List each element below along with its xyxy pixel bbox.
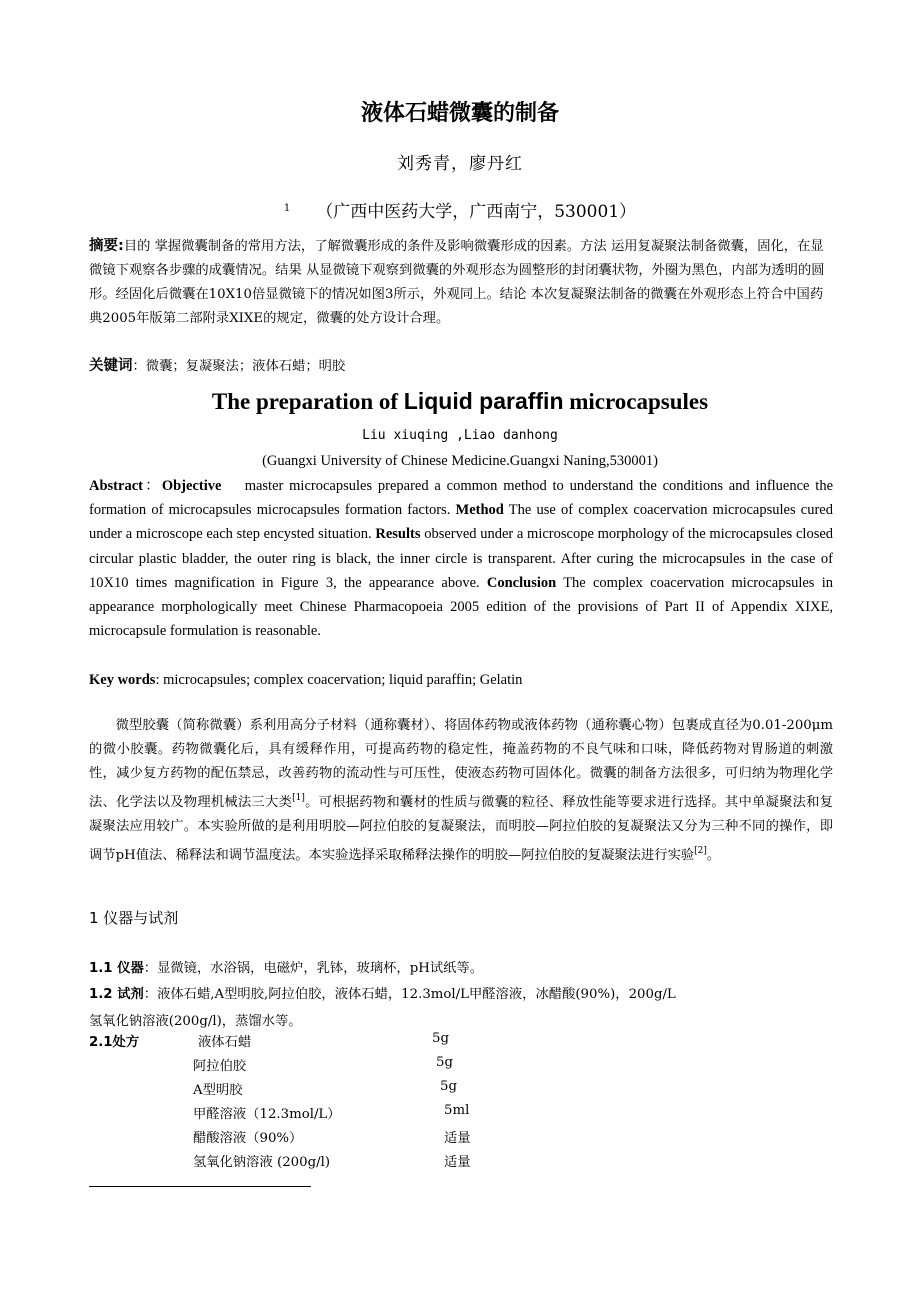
- reagents-line: [89, 983, 676, 1002]
- abstract-label-en: Abstract: [89, 478, 143, 494]
- keywords-label-en: Key words: [89, 672, 156, 688]
- keywords-colon-cn: ：: [132, 359, 146, 374]
- abstract-label-cn: 摘要:: [89, 238, 124, 254]
- english-title-part2: Liquid paraffin: [403, 388, 564, 414]
- citation-1: [1]: [292, 793, 305, 803]
- english-title-part1: The preparation of: [211, 389, 404, 414]
- english-keywords: [89, 668, 833, 692]
- prescription-item-qty: 5g: [440, 1079, 457, 1094]
- chinese-authors: 刘秀青，廖丹红: [397, 154, 523, 174]
- keywords-text-en: : microcapsules; complex coacervation; liquid paraffin; Gelatin: [155, 672, 523, 688]
- objective-label: Objective: [161, 478, 222, 494]
- reagents-label: 1.2 试剂: [89, 987, 144, 1002]
- prescription-item-name: 醋酸溶液（90%）: [193, 1131, 303, 1146]
- method-text: The use of complex coacervation microcapsules cured under a microscope each step encysted situation.: [89, 502, 833, 543]
- intro-text-3: 。: [706, 848, 721, 863]
- prescription-label: [89, 1031, 139, 1050]
- instruments-line: [89, 957, 483, 976]
- keywords-label-cn: 关键词: [89, 358, 133, 374]
- chinese-keywords: [89, 354, 833, 379]
- reagents-line-cont: 氢氧化钠溶液(200g/l)，蒸馏水等。: [89, 1014, 302, 1029]
- english-affiliation: (Guangxi University of Chinese Medicine.Guangxi Naning,530001): [262, 453, 658, 469]
- instruments-text: ：显微镜，水浴锅，电磁炉，乳钵，玻璃杯，pH试纸等。: [143, 961, 484, 976]
- intro-text-1: 微型胶囊（简称微囊）系利用高分子材料（通称囊材）、将固体药物或液体药物（通称囊心物）包裹成直径为0.01-200μm的微小胶囊。药物微囊化后，具有缓释作用，可提高药物的稳定性，掩盖药物的不良气味和口味，降低药物对胃肠道的刺激性，减少复方药物的配伍禁忌，改善药物的流动性与可压性，使液态药物可固体化。微囊的制备方法很多，可归纳为物理化学法、化学法以及物理机械法三大类: [89, 718, 833, 810]
- objective-text: master microcapsules prepared a common method to understand the conditions and influence the formation of microcapsules microcapsules formation factors.: [89, 478, 834, 519]
- prescription-item-qty: 适量: [444, 1131, 471, 1146]
- prescription-item-name: 氢氧化钠溶液 (200g/l): [193, 1155, 331, 1170]
- affiliation-text: （广西中医药大学，广西南宁，530001）: [316, 202, 637, 222]
- keywords-text-cn: 微囊；复凝聚法；液体石蜡；明胶: [145, 359, 346, 374]
- prescription-label-text: 2.1处方: [89, 1035, 140, 1050]
- affiliation-mark: 1: [283, 203, 291, 214]
- english-title-part3: microcapsules: [563, 389, 709, 414]
- conclusion-label: Conclusion: [486, 574, 557, 591]
- abstract-colon-en: ：: [142, 478, 162, 494]
- prescription-item-name: 甲醛溶液（12.3mol/L）: [193, 1107, 341, 1122]
- prescription-item-qty: 适量: [444, 1155, 471, 1170]
- footnote-rule: [89, 1186, 311, 1187]
- english-abstract: [89, 474, 833, 643]
- section-heading-1: 1 仪器与试剂: [89, 909, 179, 927]
- results-label: Results: [375, 526, 421, 543]
- chinese-affiliation: [0, 197, 920, 222]
- prescription-item-qty: 5g: [436, 1055, 453, 1070]
- reagents-text: ：液体石蜡,A型明胶,阿拉伯胶，液体石蜡，12.3mol/L甲醛溶液，冰醋酸(90%)，200g/L: [143, 987, 676, 1002]
- chinese-title: 液体石蜡微囊的制备: [360, 101, 559, 126]
- abstract-text-cn: 目的 掌握微囊制备的常用方法，了解微囊形成的条件及影响微囊形成的因素。方法 运用复凝聚法制备微囊，固化，在显微镜下观察各步骤的成囊情况。结果 从显微镜下观察到微囊的外观形态为圆整形的封闭囊状物，外圈为黑色，内部为透明的圆形。经固化后微囊在10X10倍显微镜下的情况如图3所示，外观同上。结论 本次复凝聚法制备的微囊在外观形态上符合中国药典2005年版第二部附录XIXE的规定，微囊的处方设计合理。: [89, 239, 825, 326]
- method-label: Method: [455, 502, 504, 519]
- introduction-paragraph: [89, 714, 833, 868]
- prescription-item-qty: 5ml: [444, 1103, 470, 1118]
- intro-text-2: 。可根据药物和囊材的性质与微囊的粒径、释放性能等要求进行选择。其中单凝聚法和复凝聚法应用较广。本实验所做的是利用明胶—阿拉伯胶的复凝聚法，而明胶—阿拉伯胶的复凝聚法又分为三种不同的操作，即调节pH值法、稀释法和调节温度法。本实验选择采取稀释法操作的明胶—阿拉伯胶的复凝聚法进行实验: [89, 795, 833, 863]
- results-text: observed under a microscope morphology of the microcapsules closed circular plastic bladder, the outer ring is black, the inner circle is transparent. After curing the microcapsules in the case of 10X10 times magnification in Figure 3, the appearance above.: [89, 526, 834, 591]
- chinese-abstract: [89, 234, 833, 331]
- conclusion-text: The complex coacervation microcapsules in appearance morphologically meet Chinese Pharmacopoeia 2005 edition of the provisions of Part II of Appendix XIXE, microcapsule formulation is reasonable.: [89, 574, 833, 640]
- english-title: [0, 388, 920, 415]
- prescription-item-qty: 5g: [432, 1031, 449, 1046]
- prescription-item-name: 液体石蜡: [198, 1035, 252, 1050]
- english-authors: Liu xiuqing ,Liao danhong: [362, 428, 558, 443]
- prescription-item-name: 阿拉伯胶: [193, 1059, 247, 1074]
- citation-2: [2]: [694, 846, 707, 856]
- instruments-label: 1.1 仪器: [89, 961, 144, 976]
- prescription-item-name: A型明胶: [193, 1083, 243, 1098]
